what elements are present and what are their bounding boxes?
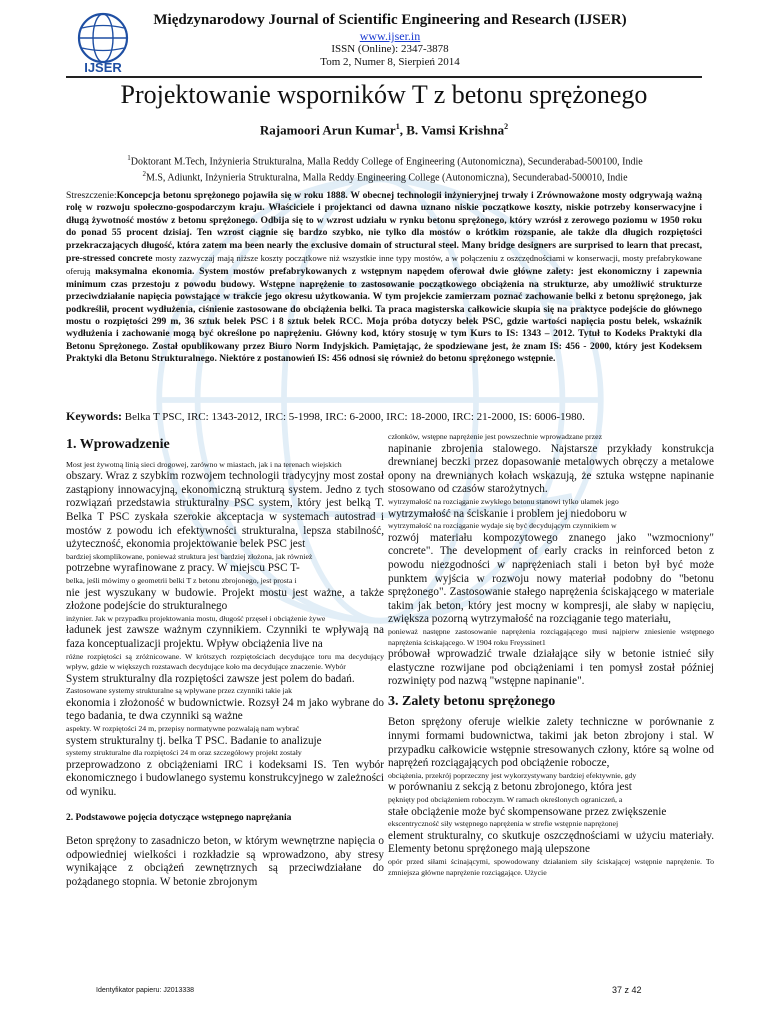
affiliation-1: $^1$Doktorant M.Tech, Inżynieria Strukturalna, Malla Reddy College of Engineering (Autonomiczna), Secunderabad-500100, Indie	[127, 154, 643, 168]
body-text: element strukturalny, co skutkuje oszczędnościami w użyciu materiały. Elementy betonu sprężonego mają ulepszone	[388, 829, 714, 856]
volume-issue: Tom 2, Numer 8, Sierpień 2014	[320, 56, 460, 68]
left-column	[66, 432, 384, 890]
body-small: belka, jeśli mówimy o geometrii belki T z betonu zbrojonego, jest prosta i	[66, 575, 297, 585]
body-text: rozwój materiału kompozytowego znanego jako "wzmocniony" concrete". The development of early cracks in reinforced beton z powodu niezgodności w naprężeniach stali i beton był być może punktem wyjścia w rozwoju nowy materiał podobny do "betonu sprężonego". Zastosowanie stałego naprężenia ściskającego w materiale takim jak beton, który jest mocny w kompresji, ale słaby w napięciu, zwiększa pozorną wytrzymałość na rozciąganie tego materiału,	[388, 531, 714, 626]
body-text: wytrzymałość na ściskanie i problem jej niedoboru w	[388, 507, 627, 520]
section-2-heading: 2. Podstawowe pojęcia dotyczące wstępnego naprężania	[66, 812, 292, 823]
body-small: ponieważ następne zastosowanie naprężenia rozciągającego musi najpierw zniesienie wstępnego naprężenia ściskającego. W 1904 roku Freyssinet1	[388, 626, 714, 647]
right-column	[388, 432, 714, 878]
body-small: wytrzymałość na rozciąganie wydaje się być decydującym czynnikiem w	[388, 521, 617, 531]
authors	[0, 122, 768, 138]
journal-title: Międzynarodowy Journal of Scientific Engineering and Research (IJSER)	[153, 12, 627, 28]
ijser-logo-icon	[72, 10, 134, 76]
keywords-text: Belka T PSC, IRC: 1343-2012, IRC: 5-1998, IRC: 6-2000, IRC: 18-2000, IRC: 21-2000, IS: 6006-1980.	[122, 411, 585, 423]
header-divider	[66, 76, 702, 78]
body-text: nie jest wyszukany w budowie. Projekt mostu jest ważne, a także złożone podejście do strukturalnego	[66, 586, 384, 613]
body-small: aspekty. W rozpiętości 24 m, przepisy normatywne pozwalają nam wybrać	[66, 724, 300, 734]
body-text: system strukturalny tj. belka T PSC. Badanie to analizuje	[66, 734, 322, 747]
body-text: ładunek jest zawsze ważnym czynnikiem. Czynniki te wpływają na faza konceptualizacji projektu. Wpływ obciążenia live na	[66, 624, 384, 650]
issn: ISSN (Online): 2347-3878	[331, 43, 449, 55]
logo-text: IJSER	[84, 60, 122, 75]
author-2-sup: 2	[504, 122, 509, 131]
body-text: próbował wprowadzić trwale działające siły w betonie istnieć siły elastyczne rozwijane pod obciążeniami i ten pomysł został później rozwinięty pod nazwą "wstępne napinanie".	[388, 648, 714, 688]
body-small: pęknięty pod obciążeniem roboczym. W ramach określonych ograniczeń, a	[388, 795, 623, 805]
body-small: członków, wstępne naprężenie jest powszechnie wprowadzane przez	[388, 432, 603, 441]
author-separator: ,	[399, 122, 407, 138]
affiliation-2: $^2$M.S, Adiunkt, Inżynieria Strukturalna, Malla Reddy Engineering College (Autonomiczna), Secunderabad-500010, Indie	[142, 170, 628, 184]
abstract-p2: mosty zazwyczaj mają niższe koszty początkowe niż wszystkie inne typy mostów, a w połączeniu z oszczędnościami w konserwacji, mosty prefabrykowane oferują	[66, 253, 702, 277]
affiliations	[60, 152, 710, 185]
abstract-label: Streszczenie:	[66, 190, 117, 201]
body-text: obszary. Wraz z szybkim rozwojem technologii tradycyjny most został zastąpiony innowacyjną, ekonomiczną strukturą system. Jedno z tych rozwiązań przedstawia strukturalny PSC system, który jest belką T. Belka T PSC zyskała szerokie akceptacja w systemach autostrad i mostów z powodu ich efektywności strukturalna, lepsza stabilność, użyteczność, ekonomia projektowanie belek PSC jest	[66, 470, 384, 551]
body-small: różne rozpiętości są zróżnicowane. W krótszych rozpiętościach decydujące toru ma decydujący wpływ, gdzie w większych rozstawach decydujące koło ma decydujące znaczenie. Wybór	[66, 651, 384, 672]
body-small: inżynier. Jak w przypadku projektowania mostu, długość przęseł i obciążenie żywe	[66, 613, 326, 623]
abstract	[66, 190, 702, 366]
journal-url-link[interactable]: www.ijser.in	[359, 29, 421, 43]
author-1-sup: 1	[395, 122, 400, 131]
body-text: stałe obciążenie może być skompensowane przez zwiększenie	[388, 805, 667, 818]
body-small: obciążenia, przekrój poprzeczny jest wykorzystywany bardziej efektywnie, gdy	[388, 770, 637, 780]
body-text: potrzebne wyrafinowane z pracy. W miejscu PSC T-	[66, 562, 300, 575]
abstract-p1: Koncepcja betonu sprężonego pojawiła się w roku 1888. W obecnej technologii inżynieryjnej trwały i Zrównoważone mosty odgrywają ważną rolę w rozwoju społeczno-gospodarczym kraju. Właściciele i projektanci od dawna uznano niskie początkowe koszty, niskie potrzeby konserwacyjne i długą żywotność mostów z betonu sprężonego. Odbija się to w wzrost udziału w rynku betonu sprężonego, który wzrósł z zerowego poziomu w 1950 roku do ponad 55 procent dzisiaj. Ten wzrost ciągnie się bardzo szybko, nie tylko dla mostów o krótkim rozspanie, ale także dla długich rozpiętości przekraczających długość, która zatem ma been nearly the exclusive domain of structural steel. Many bridge designers are surprised to learn that precast, pre-stressed concrete	[66, 190, 702, 265]
body-small: ekscentryczność siły wstępnego naprężenia w strefie wstępnie naprężonej	[388, 819, 619, 829]
body-text: Beton sprężony to zasadniczo beton, w którym wewnętrzne napięcia o odpowiedniej wielkości i rozkładzie są wprowadzono, aby stresy wynikające z obciążeń zewnętrznych są przeciwdziałane do pożądanego stopnia. W betonie zbrojonym	[66, 835, 384, 888]
paper-id: Identyfikator papieru: J2013338	[96, 987, 195, 994]
body-text: przeprowadzono z obciążeniami IRC i kodeksami IS. Ten wybór ekonomicznego i budowlanego systemu konstrukcyjnego w zależności od wyniku.	[66, 758, 384, 799]
body-text: Beton sprężony oferuje wielkie zalety techniczne w porównanie z innymi formami budownictwa, takimi jak beton zbrojony i stal. W przypadku całkowicie wstępnie stresowanych człony, które są wolne od naprężeń rozciągających pod obciążenie robocze,	[388, 716, 714, 770]
body-text: ekonomia i złożoność w budownictwie. Rozsył 24 m jako wybrane do tego badania, te dwa czynniki są ważne	[66, 696, 384, 723]
section-1-heading: 1. Wprowadzenie	[66, 437, 170, 452]
author-1: Rajamoori Arun Kumar	[259, 122, 396, 138]
author-2: B. Vamsi Krishna	[406, 122, 505, 138]
keywords	[66, 409, 702, 424]
body-text: w porównaniu z sekcją z betonu zbrojonego, która jest	[388, 781, 632, 794]
page-header	[0, 0, 768, 76]
body-small: opór przed siłami ścinającymi, spowodowany działaniem siły ściskającej wstępnie naprężenie. To zmniejsza główne naprężenie rozciągające. Użycie	[388, 857, 714, 877]
body-text: napinanie zbrojenia stalowego. Najstarsze przykłady konstrukcja drewnianej beczki przez dopasowanie metalowych obręczy a metalowe opony na drewnianych kołach wskazują, że sztuka wstępne napinanie stosowano od czasów starożytnych.	[388, 442, 714, 496]
page-number: 37 z 42	[612, 985, 642, 995]
body-small: bardziej skomplikowane, ponieważ struktura jest bardziej złożona, jak również	[66, 551, 313, 561]
body-small: Zastosowane systemy strukturalne są wpływane przez czynniki takie jak	[66, 686, 293, 696]
body-small: wytrzymałość na rozciąganie zwykłego betonu stanowi tylko ułamek jego	[388, 496, 619, 506]
paper-title: Projektowanie wsporników T z betonu sprężonego	[120, 80, 648, 109]
body-small: Most jest żywotną linią sieci drogowej, zarówno w miastach, jak i na terenach wiejskich	[66, 459, 342, 469]
body-small: systemy strukturalne dla rozpiętości 24 m oraz szczegółowy projekt zostały	[66, 748, 302, 758]
body-text: System strukturalny dla rozpiętości zawsze jest polem do badań.	[66, 672, 355, 685]
abstract-p3: maksymalna ekonomia. System mostów prefabrykowanych z wstępnym napędem oferował dwie główne zalety: jest ekonomiczny i zapewnia minimum czas przestoju z powodu budowy. Wstępne naprężenie to zastosowanie początkowego obciążenia na strukturze, aby umożliwić strukturze przeciwdziałanie napięcia powstające w trakcie jego okresu użytkowania. W tym projekcie zamierzam poznać zachowanie belki z betonu sprężonego, jak podkreślił, procent wydłużenia, ciśnienie zastosowane do obciążenia belki. Ta praca magisterska całkowicie skupia się na praktyce podejście do głównego mostu o rozpiętości 299 m, 36 sztuk belek PSC i 8 sztuk belek RCC. Moja próba dotyczy belek PSC, gdzie wartości napięcia postu belek, wskaźnik wydłużenia i zachowanie mogą być określone po naprężeniu. Główny kod, który stosuję w tym Kurs to IS: 1343 – 2012. Tytuł to Kodeks Praktyki dla Betonu Sprężonego. Został opublikowany przez Biuro Norm Indyjskich. Pamiętając, że spodziewane jest, że znam IS: 456 - 2000, który jest Kodeksem Praktyki dla Betonu Strukturalnego. Niektóre z postanowień IS: 456 odnosi się również do betonu sprężonego wstępnie.	[66, 266, 702, 365]
section-3-heading: 3. Zalety betonu sprężonego	[388, 693, 556, 709]
keywords-label: Keywords:	[66, 409, 122, 423]
